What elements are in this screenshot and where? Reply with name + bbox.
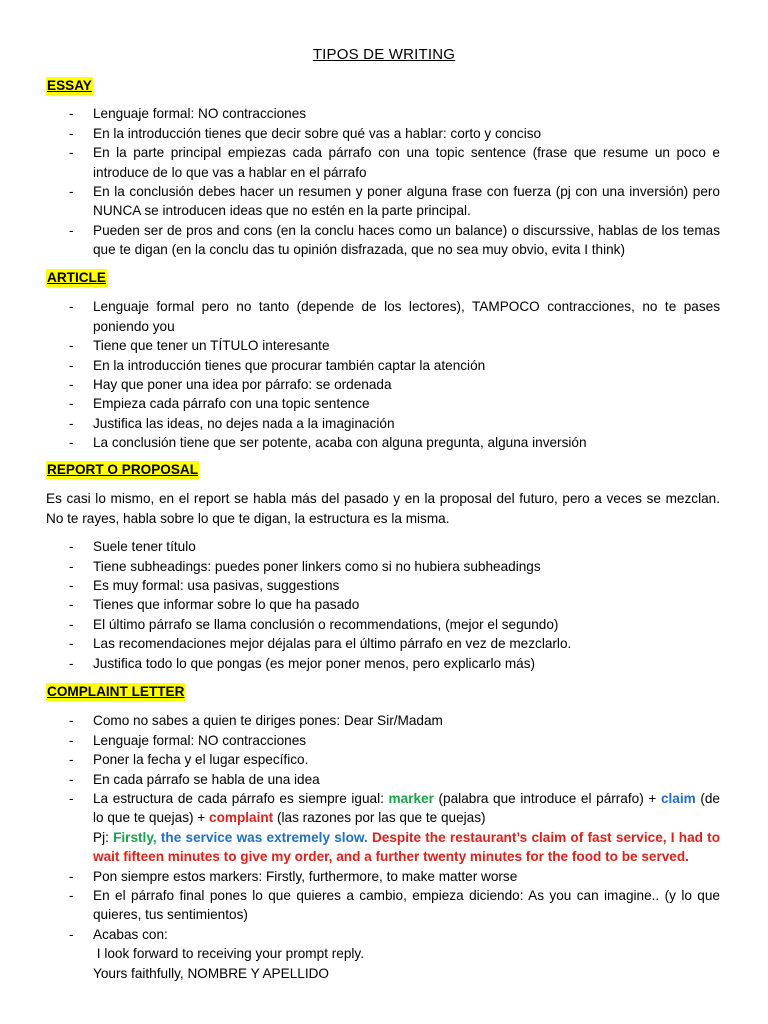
- list-item-text: En la conclusión debes hacer un resumen y poner alguna frase con fuerza (pj con una inversión) pero NUNCA se introducen ideas que no estén en la parte principal.: [93, 184, 720, 219]
- essay-heading: ESSAY: [47, 78, 92, 93]
- ending-line-1: I look forward to receiving your prompt reply.: [93, 946, 364, 962]
- list-item: [46, 731, 720, 750]
- complaint-heading: COMPLAINT LETTER: [47, 684, 185, 699]
- list-item-ending: [46, 925, 720, 983]
- list-item: [46, 104, 720, 123]
- list-item-text: Lenguaje formal: NO contracciones: [93, 732, 307, 748]
- marker-description: (palabra que introduce el párrafo) +: [433, 791, 661, 807]
- list-item-text: En el párrafo final pones lo que quieres a cambio, empieza diciendo: As you can imagine.. (y lo que quieres, tus sentimientos): [93, 888, 720, 923]
- example-prefix: Pj:: [93, 829, 114, 845]
- report-section: [46, 460, 720, 673]
- complaint-description: (las razones por las que te quejas): [273, 810, 486, 826]
- bullet-dash: -: [69, 184, 74, 200]
- list-item: [46, 433, 720, 452]
- list-item: [46, 297, 720, 336]
- list-item: [46, 394, 720, 413]
- bullet-dash: -: [69, 636, 74, 652]
- bullet-dash: -: [69, 771, 74, 787]
- list-item: [46, 595, 720, 614]
- list-item: [46, 414, 720, 433]
- essay-list: [46, 104, 720, 259]
- list-item-text: Como no sabes a quien te diriges pones: Dear Sir/Madam: [93, 713, 443, 729]
- bullet-dash: -: [69, 435, 74, 451]
- list-item-text: Pon siempre estos markers: Firstly, furthermore, to make matter worse: [93, 868, 518, 884]
- list-item: [46, 634, 720, 653]
- list-item: [46, 867, 720, 886]
- bullet-dash: -: [69, 338, 74, 354]
- list-item: [46, 750, 720, 769]
- bullet-dash: -: [69, 597, 74, 613]
- list-item-text: Tiene que tener un TÍTULO interesante: [93, 338, 330, 354]
- list-item: [46, 375, 720, 394]
- bullet-dash: -: [69, 357, 74, 373]
- bullet-dash: -: [69, 655, 74, 671]
- list-item: [46, 557, 720, 576]
- list-item: [46, 336, 720, 355]
- structure-prefix: La estructura de cada párrafo es siempre igual:: [93, 791, 389, 807]
- bullet-dash: -: [69, 578, 74, 594]
- list-item: [46, 182, 720, 221]
- list-item-text: Pueden ser de pros and cons (en la conclu haces como un balance) o discurssive, hablas de los temas que te digan (en la conclu das tu opinión disfrazada, que no sea muy obvio, evita I think): [93, 222, 720, 258]
- article-list: [46, 297, 720, 452]
- list-item-text: Es muy formal: usa pasivas, suggestions: [93, 578, 340, 594]
- bullet-dash: -: [69, 415, 74, 431]
- list-item: [46, 654, 720, 673]
- list-item: [46, 886, 720, 925]
- bullet-dash: -: [69, 396, 74, 412]
- list-item-text: Hay que poner una idea por párrafo: se ordenada: [93, 377, 392, 393]
- bullet-dash: -: [69, 558, 74, 574]
- example-paragraph: [93, 828, 720, 867]
- list-item-text: Tienes que informar sobre lo que ha pasado: [93, 597, 360, 613]
- bullet-dash: -: [69, 125, 74, 141]
- list-item-text: Poner la fecha y el lugar específico.: [93, 752, 309, 768]
- list-item-text: En cada párrafo se habla de una idea: [93, 771, 320, 787]
- list-item-text: Las recomendaciones mejor déjalas para el último párrafo en vez de mezclarlo.: [93, 636, 572, 652]
- list-item-text: Justifica las ideas, no dejes nada a la imaginación: [93, 415, 395, 431]
- bullet-dash: -: [69, 106, 74, 122]
- list-item: [46, 143, 720, 182]
- bullet-dash: -: [69, 888, 74, 904]
- example-claim: the service was extremely slow.: [156, 829, 368, 845]
- bullet-dash: -: [69, 377, 74, 393]
- marker-keyword: marker: [388, 791, 434, 807]
- bullet-dash: -: [69, 868, 74, 884]
- list-item: [46, 124, 720, 143]
- complaint-list: [46, 711, 720, 983]
- example-complaint: Despite the restaurant’s claim of fast service, I had to wait fifteen minutes to give my order, and a further twenty minutes for the food to be served.: [93, 829, 720, 865]
- list-item: [46, 221, 720, 260]
- bullet-dash: -: [69, 222, 74, 238]
- bullet-dash: -: [69, 616, 74, 632]
- article-heading: ARTICLE: [47, 270, 106, 285]
- list-item-text: Suele tener título: [93, 539, 196, 555]
- report-heading: REPORT O PROPOSAL: [47, 462, 199, 477]
- list-item: [46, 537, 720, 556]
- list-item: [46, 770, 720, 789]
- bullet-dash: -: [69, 791, 74, 807]
- list-item-text: Lenguaje formal pero no tanto (depende de los lectores), TAMPOCO contracciones, no te pases poniendo you: [93, 299, 720, 334]
- bullet-dash: -: [69, 752, 74, 768]
- essay-section: [46, 76, 720, 260]
- page-title: TIPOS DE WRITING: [312, 46, 456, 63]
- list-item: [46, 615, 720, 634]
- claim-keyword: claim: [660, 791, 696, 807]
- bullet-dash: -: [69, 299, 74, 315]
- report-list: [46, 537, 720, 673]
- list-item-structure: [46, 789, 720, 867]
- list-item-text: En la parte principal empiezas cada párrafo con una topic sentence (frase que resume un poco e introduce de lo que vas a hablar en el párrafo: [93, 145, 720, 180]
- list-item-text: Lenguaje formal: NO contracciones: [93, 106, 307, 122]
- list-item-text: Tiene subheadings: puedes poner linkers como si no hubiera subheadings: [93, 558, 541, 574]
- list-item-text: En la introducción tienes que procurar también captar la atención: [93, 357, 486, 373]
- bullet-dash: -: [69, 145, 74, 161]
- bullet-dash: -: [69, 732, 74, 748]
- complaint-section: [46, 682, 720, 983]
- ending-line-2: Yours faithfully, NOMBRE Y APELLIDO: [93, 965, 329, 981]
- bullet-dash: -: [69, 926, 74, 942]
- list-item-text: En la introducción tienes que decir sobre qué vas a hablar: corto y conciso: [93, 125, 542, 141]
- list-item-text: El último párrafo se llama conclusión o recommendations, (mejor el segundo): [93, 616, 559, 632]
- bullet-dash: -: [69, 539, 74, 555]
- example-marker: Firstly,: [113, 829, 157, 845]
- report-intro: Es casi lo mismo, en el report se habla más del pasado y en la proposal del futuro, pero a veces se mezclan. No te rayes, habla sobre lo que te digan, la estructura es la misma.: [46, 491, 720, 526]
- list-item-text: Justifica todo lo que pongas (es mejor poner menos, pero explicarlo más): [93, 655, 536, 671]
- claim-description: (de lo que te quejas) +: [93, 791, 720, 826]
- list-item-text: La conclusión tiene que ser potente, acaba con alguna pregunta, alguna inversión: [93, 435, 587, 451]
- list-item-text: Empieza cada párrafo con una topic sentence: [93, 396, 370, 412]
- list-item: [46, 356, 720, 375]
- bullet-dash: -: [69, 713, 74, 729]
- list-item: [46, 711, 720, 730]
- ending-label: Acabas con:: [93, 926, 168, 942]
- complaint-keyword: complaint: [209, 810, 274, 826]
- list-item: [46, 576, 720, 595]
- article-section: [46, 268, 720, 453]
